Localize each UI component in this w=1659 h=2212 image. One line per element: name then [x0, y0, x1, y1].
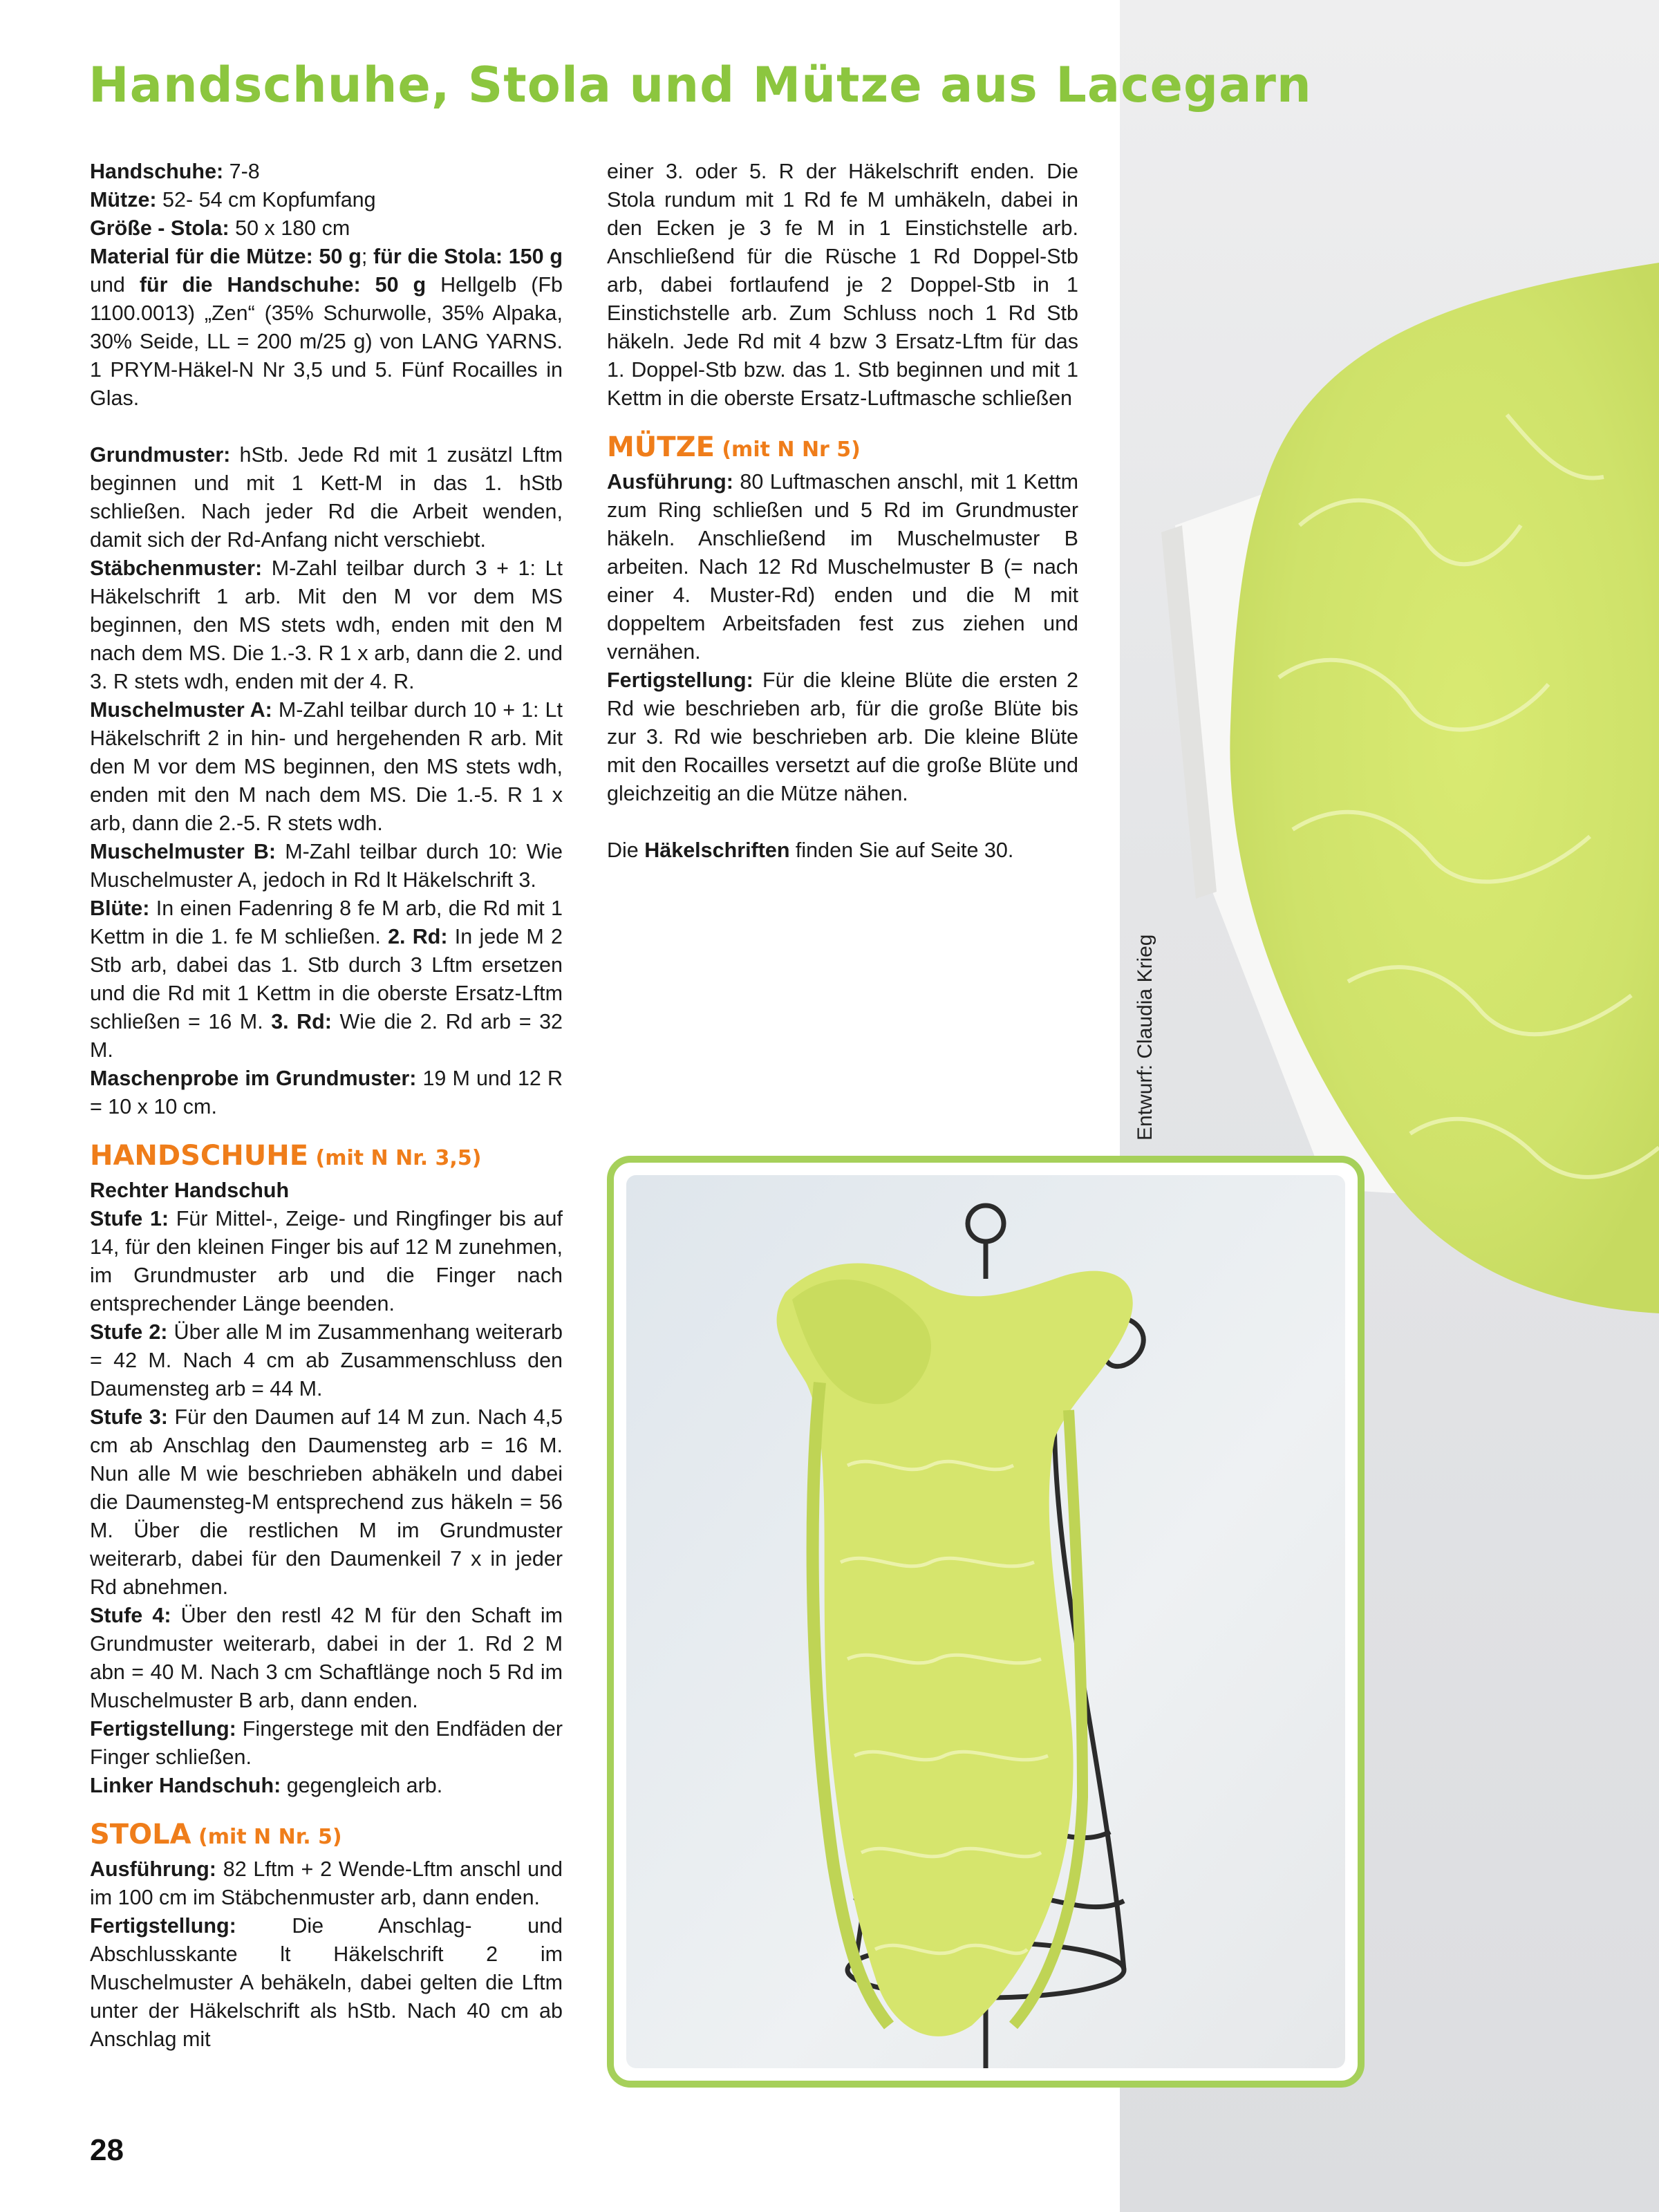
pattern-paragraph: Grundmuster: hStb. Jede Rd mit 1 zusätzl Lftm beginnen und mit 1 Kett-M in das 1. hStb schließen. Nach jeder Rd die Arbeit wenden, damit sich der Rd-Anfang nicht verschiebt. Stäbchenmuster: M-Zahl teilbar durch 3 + 1: Lt Häkelschrift 1 arb. Mit den M vor dem MS beginnen, den MS stets wdh, enden mit den M nach dem MS. Die 1.-3. R 1 x arb, dann die 2. und 3. R stets wdh, enden mit der 4. R. Muschelmuster A: M-Zahl teilbar durch 10 + 1: Lt Häkelschrift 2 in hin- und hergehenden R arb. Mit den M vor dem MS beginnen, den MS stets wdh, enden mit den M nach dem MS. Die 1.-5. R 1 x arb, dann die 2.-5. R stets wdh. Muschelmuster B: M-Zahl teilbar durch 10: Wie Muschelmuster A, jedoch in Rd lt Häkelschrift 3. Blüte: In einen Fadenring 8 fe M arb, die Rd mit 1 Kettm in die 1. fe M schließen. 2. Rd: In jede M 2 Stb arb, dabei das 1. Stb durch 3 Lftm ersetzen und die Rd mit 1 Kettm in die oberste Ersatz-Lftm schließen = 16 M. 3. Rd: Wie die 2. Rd arb = 32 M. Maschenprobe im Grundmuster: 19 M und 12 R = 10 x 10 cm. [90, 443, 563, 1118]
stola-continued-paragraph: einer 3. oder 5. R der Häkelschrift enden. Die Stola rundum mit 1 Rd fe M umhäkeln, dabei in den Ecken je 3 fe M in 1 Einstichstelle arb. Anschließend für die Rüsche 1 Rd Doppel-Stb arb, dabei fortlaufend je 2 Doppel-Stb in 1 Einstichstelle arb. Zum Schluss noch 1 Rd Stb häkeln. Jede Rd mit 4 bzw 3 Ersatz-Lftm für das 1. Doppel-Stb bzw. das 1. Stb beginnen und mit 1 Kettm in die oberste Ersatz-Luftmasche schließen [607, 160, 1078, 410]
stole-photo-frame [607, 1156, 1365, 2088]
text-column-left [90, 158, 563, 2054]
paragraph-gap [607, 808, 1078, 836]
paragraph-gap [90, 413, 563, 441]
section-heading-needle: (mit N Nr. 5) [191, 1825, 342, 1849]
text-column-right [607, 158, 1078, 865]
section-heading-handschuhe [90, 1141, 563, 1174]
design-credit: Entwurf: Claudia Krieg [1134, 934, 1156, 1141]
section-heading-label: STOLA [90, 1819, 191, 1850]
material-paragraph: Handschuhe: 7-8 Mütze: 52- 54 cm Kopfumfang Größe - Stola: 50 x 180 cm Material für die Mütze: 50 g; für die Stola: 150 g und für die Handschuhe: 50 g Hellgelb (Fb 1100.0013) „Zen“ (35% Schurwolle, 35% Alpaka, 30% Seide, LL = 200 m/25 g) von LANG YARNS. 1 PRYM-Häkel-N Nr 3,5 und 5. Fünf Rocailles in Glas. [90, 160, 563, 410]
handschuhe-paragraph: Rechter Handschuh Stufe 1: Für Mittel-, Zeige- und Ringfinger bis auf 14, für den kleinen Finger bis auf 12 M zunehmen, im Grundmuster arb und die Finger nach entsprechender Länge beenden. Stufe 2: Über alle M im Zusammenhang weiterarb = 42 M. Nach 4 cm ab Zusammenschluss den Daumensteg arb = 44 M. Stufe 3: Für den Daumen auf 14 M zun. Nach 4,5 cm ab Anschlag den Daumensteg arb = 16 M. Nun alle M wie beschrieben abhäkeln und dabei die Daumensteg-M entsprechend zus häkeln = 56 M. Über die restlichen M im Grundmuster weiterarb, dabei für den Daumenkeil 7 x in jeder Rd abnehmen. Stufe 4: Über den restl 42 M für den Schaft im Grundmuster weiterarb, dabei in der 1. Rd 2 M abn = 40 M. Nach 3 cm Schaftlänge noch 5 Rd im Muschelmuster B arb, dann enden. Fertigstellung: Fingerstege mit den Endfäden der Finger schließen. Linker Handschuh: gegengleich arb. [90, 1179, 563, 1797]
section-heading-needle: (mit N Nr 5) [714, 438, 861, 462]
stola-paragraph: Ausführung: 82 Lftm + 2 Wende-Lftm anschl und im 100 cm im Stäbchenmuster arb, dann enden. Fertigstellung: Die Anschlag- und Abschlusskante lt Häkelschrift 2 im Muschelmuster A behäkeln, dabei gelten die Lftm unter der Häkelschrift als hStb. Nach 40 cm ab Anschlag mit [90, 1857, 563, 2051]
reference-paragraph: Die Häkelschriften finden Sie auf Seite 30. [607, 838, 1014, 862]
page-number: 28 [90, 2133, 124, 2167]
section-heading-label: HANDSCHUHE [90, 1140, 309, 1172]
section-heading-needle: (mit N Nr. 3,5) [308, 1146, 482, 1170]
section-heading-stola [90, 1819, 563, 1853]
section-heading-label: MÜTZE [607, 431, 715, 463]
page-title: Handschuhe, Stola und Mütze aus Lacegarn [88, 57, 1312, 113]
muetze-paragraph: Ausführung: 80 Luftmaschen anschl, mit 1 Kettm zum Ring schließen und 5 Rd im Grundmuster häkeln. Anschließend im Muschelmuster B arbeiten. Nach 12 Rd Muschelmuster B (= nach einer 4. Muster-Rd) enden und die M mit doppeltem Arbeitsfaden fest zus ziehen und vernähen. Fertigstellung: Für die kleine Blüte die ersten 2 Rd wie beschrieben arb, für die große Blüte bis zur 3. Rd wie beschrieben arb. Die kleine Blüte mit den Rocailles versetzt auf die große Blüte und gleichzeitig an die Mütze nähen. [607, 470, 1078, 805]
section-heading-muetze [607, 432, 1078, 465]
stole-photo [626, 1175, 1345, 2068]
